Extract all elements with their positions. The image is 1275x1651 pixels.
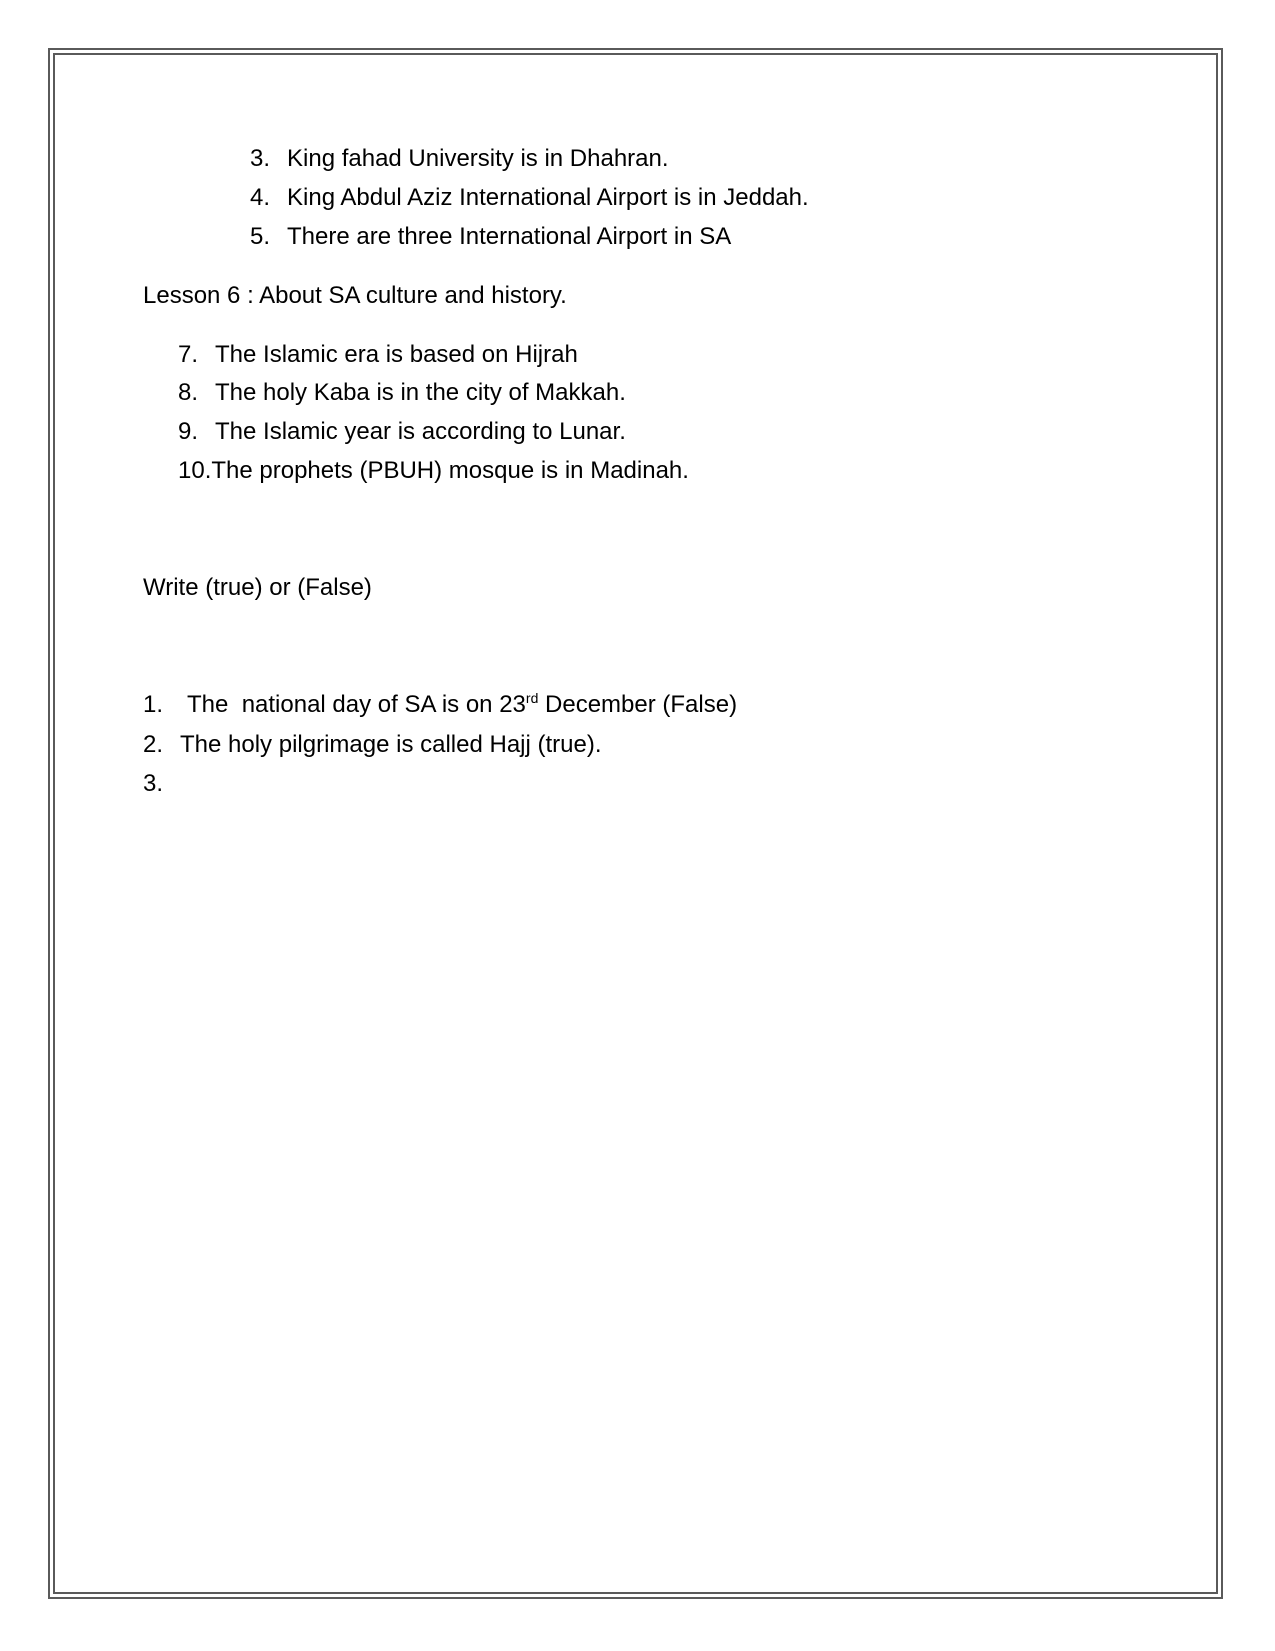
list-item	[143, 690, 737, 720]
list-item-text: The holy Kaba is in the city of Makkah.	[215, 379, 626, 406]
list-item	[178, 417, 626, 447]
list-item-text-after: December (False)	[538, 691, 738, 718]
list-item-number: 4.	[250, 184, 271, 211]
lesson-heading: Lesson 6 : About SA culture and history.	[143, 282, 567, 309]
list-item	[178, 340, 578, 370]
list-item-number: 2.	[143, 731, 164, 758]
list-item-text: The Islamic year is according to Lunar.	[215, 418, 626, 445]
list-item-number: 10.	[178, 457, 212, 484]
ordinal-superscript: rd	[525, 690, 539, 706]
list-item	[250, 222, 731, 252]
list-item	[143, 769, 180, 799]
list-item-text: The prophets (PBUH) mosque is in Madinah.	[211, 457, 689, 484]
list-item-number: 5.	[250, 223, 271, 250]
list-item	[143, 730, 602, 760]
list-item	[250, 144, 669, 174]
list-item-text: King Abdul Aziz International Airport is in Jeddah.	[287, 184, 809, 211]
list-item	[178, 456, 689, 486]
list-item-text-before: The national day of SA is on 23	[187, 691, 526, 718]
list-item-number: 7.	[178, 341, 199, 368]
list-item-number: 8.	[178, 379, 199, 406]
list-item-number: 9.	[178, 418, 199, 445]
list-item-number: 3.	[143, 770, 164, 797]
instruction-text: Write (true) or (False)	[143, 574, 372, 601]
list-item-text: King fahad University is in Dhahran.	[287, 145, 669, 172]
list-item-number: 3.	[250, 145, 271, 172]
list-item-number: 1.	[143, 691, 164, 718]
list-item-text: The Islamic era is based on Hijrah	[215, 341, 578, 368]
list-item-text: The holy pilgrimage is called Hajj (true).	[180, 731, 602, 758]
list-item	[250, 183, 809, 213]
list-item	[178, 378, 626, 408]
list-item-text: There are three International Airport in SA	[287, 223, 732, 250]
